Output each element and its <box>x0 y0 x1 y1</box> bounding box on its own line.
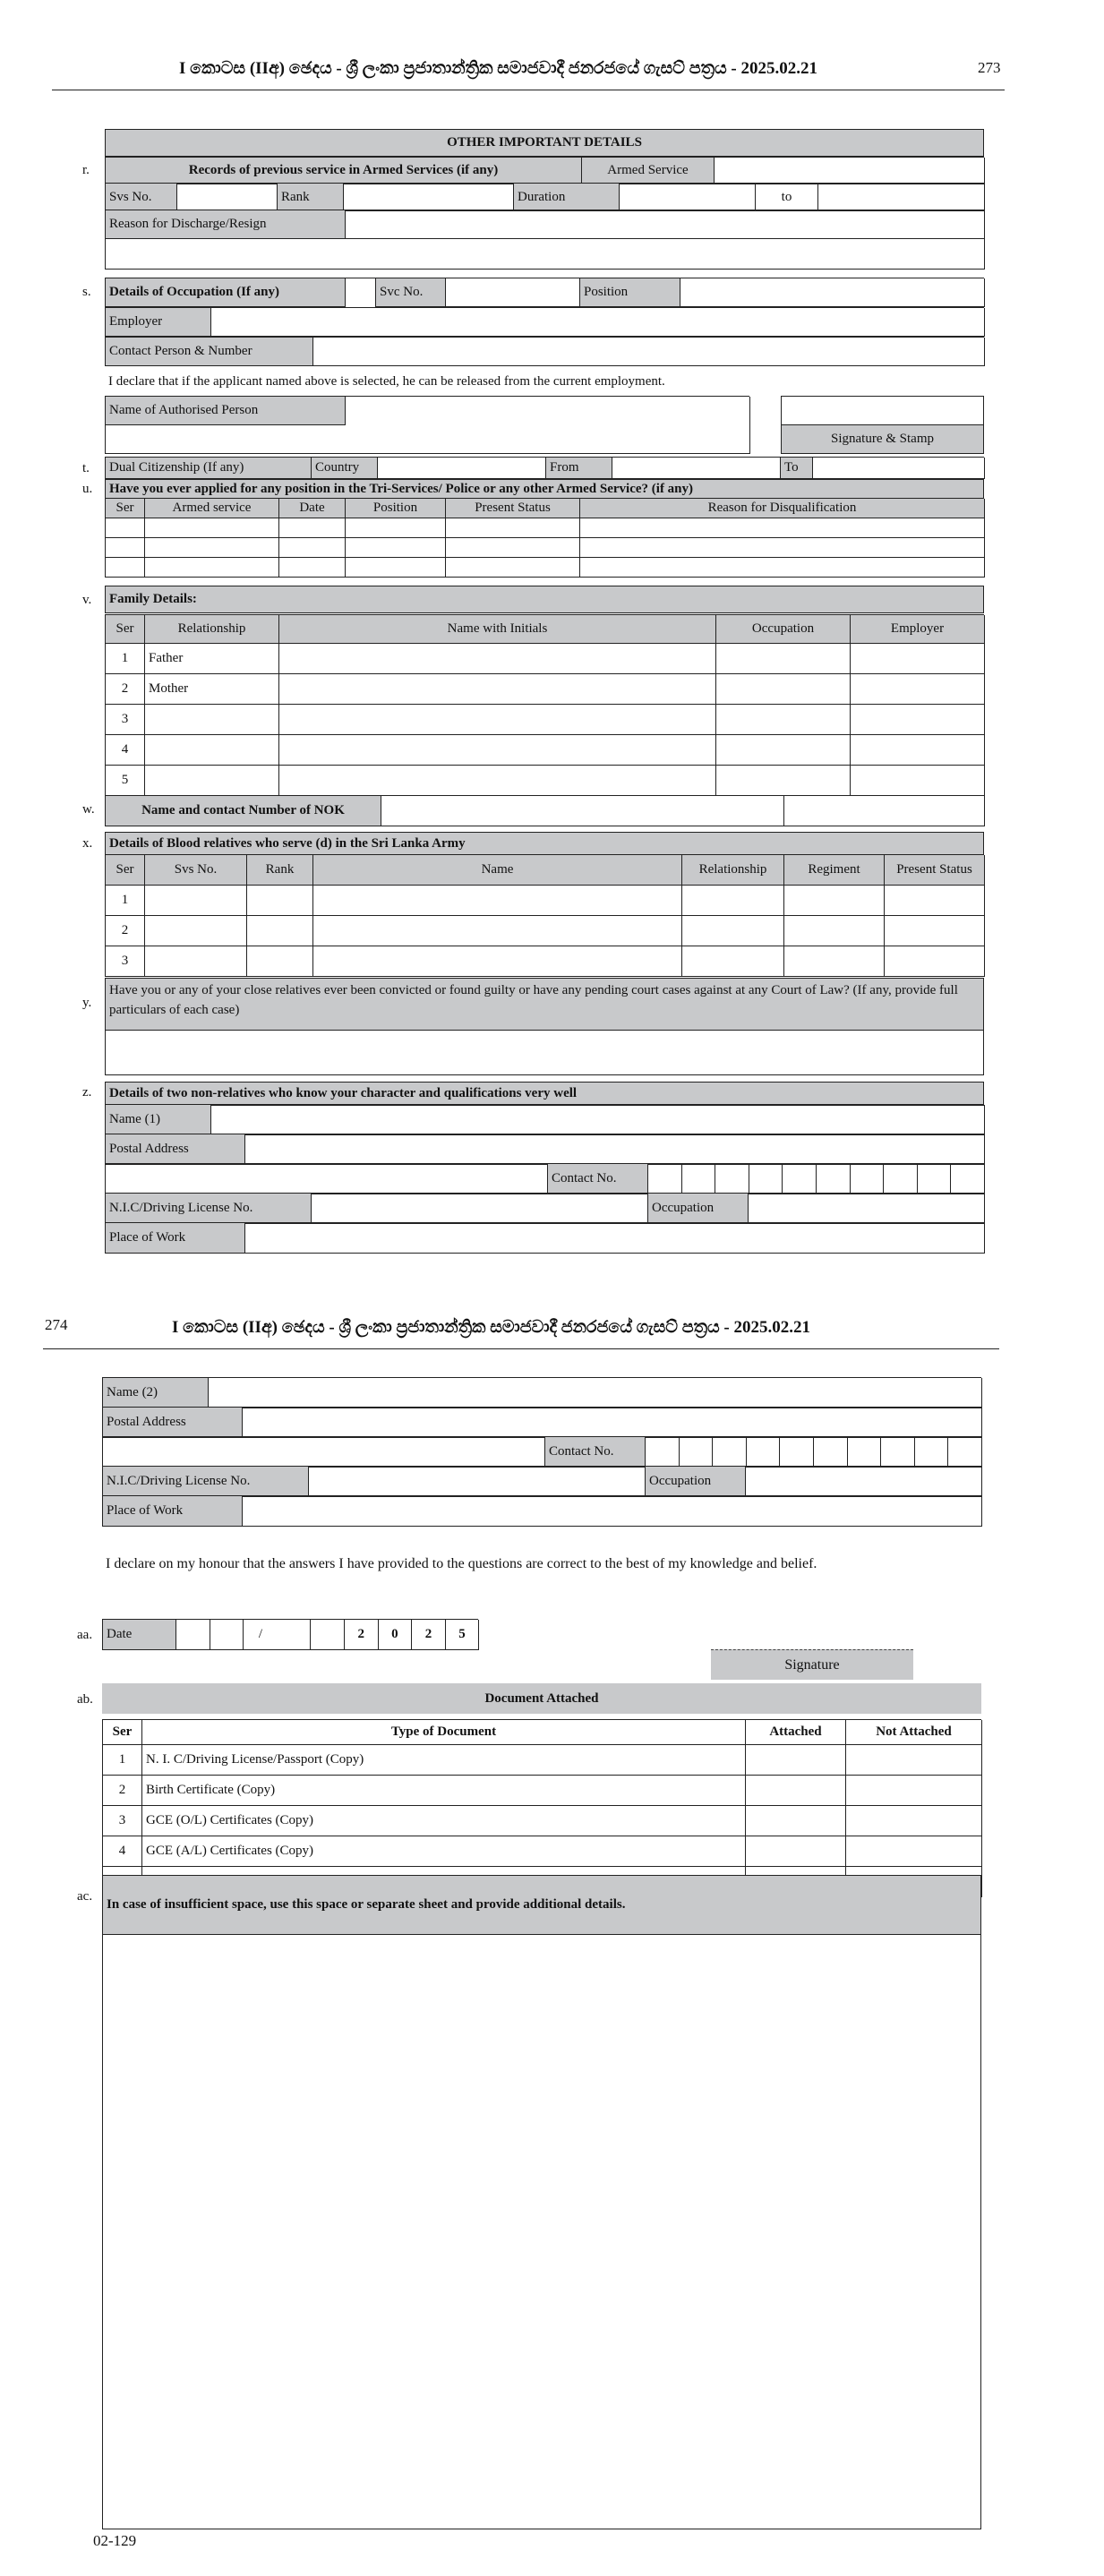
applied-cell[interactable] <box>446 558 580 578</box>
contact-person-label: Contact Person & Number <box>106 338 313 366</box>
referee2-contact-row <box>102 1436 981 1468</box>
from-label: From <box>546 458 612 479</box>
blood-header-relationship: Relationship <box>682 855 784 886</box>
documents-table <box>102 1719 981 1897</box>
signature-field[interactable] <box>711 1649 913 1680</box>
family-header-name: Name with Initials <box>279 615 716 644</box>
blood-cell[interactable] <box>313 916 682 946</box>
section-title-bar <box>105 129 984 157</box>
referee2-workplace-field[interactable] <box>243 1496 982 1527</box>
referee2-workplace-label: Place of Work <box>103 1496 243 1527</box>
family-occupation-field[interactable] <box>716 644 851 674</box>
document-attached-field[interactable] <box>746 1836 846 1867</box>
document-attached-field[interactable] <box>746 1776 846 1806</box>
document-not-attached-field[interactable] <box>846 1836 982 1867</box>
referee2-contact-digit[interactable] <box>948 1437 982 1468</box>
position-label: Position <box>580 278 680 307</box>
blood-relatives-title: Details of Blood relatives who serve (d) in the Sri Lanka Army <box>106 833 984 856</box>
applied-header-date: Date <box>279 499 346 518</box>
applied-header-reason: Reason for Disqualification <box>580 499 985 518</box>
marker-v: v. <box>82 593 92 607</box>
blood-header-name: Name <box>313 855 682 886</box>
authorised-person-box <box>105 396 749 454</box>
family-ser: 3 <box>106 705 145 735</box>
referee2-contact-digit[interactable] <box>680 1437 714 1468</box>
blood-cell[interactable] <box>885 946 985 977</box>
position-field[interactable] <box>680 278 985 307</box>
referee2-postal-field[interactable] <box>243 1408 982 1438</box>
family-name-field[interactable] <box>279 766 716 796</box>
authorised-person-field[interactable] <box>346 397 750 425</box>
blood-ser: 2 <box>106 916 145 946</box>
referee2-occupation-field[interactable] <box>746 1467 982 1497</box>
family-relationship[interactable] <box>145 705 279 735</box>
family-ser: 4 <box>106 735 145 766</box>
svs-no-field[interactable] <box>177 184 278 211</box>
referee2-contact-digit[interactable] <box>814 1437 848 1468</box>
svs-row <box>105 183 984 211</box>
document-ser: 2 <box>103 1776 142 1806</box>
marker-t: t. <box>82 461 90 475</box>
referee1-title-row <box>105 1082 984 1106</box>
family-relationship: Mother <box>145 674 279 705</box>
applied-header-ser: Ser <box>106 499 145 518</box>
applied-title: Have you ever applied for any position in the Tri-Services/ Police or any other Armed Service? (if any) <box>106 480 984 500</box>
referee1-workplace-label: Place of Work <box>106 1223 245 1254</box>
armed-service-field[interactable] <box>715 158 985 184</box>
date-row <box>102 1619 478 1650</box>
nok-label: Name and contact Number of NOK <box>106 796 381 826</box>
referee1-contact-row <box>105 1163 984 1194</box>
family-name-field[interactable] <box>279 705 716 735</box>
convictions-box <box>105 978 984 1075</box>
applied-cell[interactable] <box>279 518 346 538</box>
referee2-contact-digit[interactable] <box>747 1437 781 1468</box>
date-year-digit: 2 <box>345 1620 379 1650</box>
document-attached-field[interactable] <box>746 1745 846 1776</box>
referee2-postal-label: Postal Address <box>103 1408 243 1438</box>
referee1-postal-field[interactable] <box>245 1134 985 1165</box>
referee2-nic-field[interactable] <box>309 1467 646 1497</box>
family-employer-field[interactable] <box>851 705 985 735</box>
family-occupation-field[interactable] <box>716 674 851 705</box>
blood-ser: 1 <box>106 886 145 916</box>
referee2-name-row <box>102 1377 981 1408</box>
applied-cell[interactable] <box>346 558 446 578</box>
blood-header-present-status: Present Status <box>885 855 985 886</box>
marker-r: r. <box>82 163 90 177</box>
date-day-digit[interactable] <box>176 1620 210 1650</box>
honour-declaration: I declare on my honour that the answers I have provided to the questions are correct to the best of my knowledge and belief. <box>106 1556 817 1571</box>
occupation-title: Details of Occupation (If any) <box>106 278 346 307</box>
document-type: GCE (O/L) Certificates (Copy) <box>142 1806 746 1836</box>
blood-relatives-table <box>105 854 984 977</box>
page-number: 274 <box>45 1316 68 1333</box>
family-employer-field[interactable] <box>851 766 985 796</box>
marker-ab: ab. <box>77 1692 93 1707</box>
referee1-workplace-row <box>105 1222 984 1254</box>
date-year-digit: 5 <box>446 1620 480 1650</box>
rank-label: Rank <box>278 184 344 211</box>
applied-cell[interactable] <box>145 538 279 558</box>
blood-header-regiment: Regiment <box>784 855 885 886</box>
referee1-contact-digit[interactable] <box>918 1164 952 1194</box>
rank-field[interactable] <box>344 184 514 211</box>
blood-cell[interactable] <box>784 916 885 946</box>
contact-person-row <box>105 337 984 366</box>
family-ser: 1 <box>106 644 145 674</box>
referee1-contact-digit[interactable] <box>884 1164 918 1194</box>
applied-cell[interactable] <box>279 558 346 578</box>
family-employer-field[interactable] <box>851 644 985 674</box>
authorised-person-field-continued[interactable] <box>106 425 750 454</box>
marker-z: z. <box>82 1085 92 1100</box>
family-header-employer: Employer <box>851 615 985 644</box>
employer-row <box>105 307 984 337</box>
family-title-row <box>105 586 984 613</box>
applied-cell[interactable] <box>346 518 446 538</box>
referee2-contact-label: Contact No. <box>545 1437 646 1468</box>
applied-header-armed-service: Armed service <box>145 499 279 518</box>
blood-header-rank: Rank <box>247 855 313 886</box>
marker-ac: ac. <box>77 1889 93 1904</box>
referee1-contact-digit[interactable] <box>682 1164 716 1194</box>
document-not-attached-field[interactable] <box>846 1806 982 1836</box>
document-attached-field[interactable] <box>746 1806 846 1836</box>
contact-person-field[interactable] <box>313 338 985 366</box>
family-occupation-field[interactable] <box>716 705 851 735</box>
documents-header-ser: Ser <box>103 1720 142 1745</box>
date-year-digit: 0 <box>379 1620 413 1650</box>
dual-citizenship-label: Dual Citizenship (If any) <box>106 458 312 479</box>
marker-y: y. <box>82 996 92 1010</box>
family-ser: 5 <box>106 766 145 796</box>
applied-cell[interactable] <box>106 558 145 578</box>
family-title: Family Details: <box>106 586 984 613</box>
referee1-occupation-field[interactable] <box>749 1194 985 1224</box>
signature-label: Signature <box>784 1656 840 1673</box>
referee1-nic-row <box>105 1193 984 1224</box>
blood-header-ser: Ser <box>106 855 145 886</box>
family-header-relationship: Relationship <box>145 615 279 644</box>
blood-relatives-title-row <box>105 832 984 856</box>
country-field[interactable] <box>378 458 546 479</box>
additional-details-field[interactable] <box>103 1935 981 2529</box>
document-not-attached-field[interactable] <box>846 1776 982 1806</box>
family-table <box>105 614 984 796</box>
referee1-name-label: Name (1) <box>106 1105 211 1135</box>
date-label: Date <box>103 1620 176 1650</box>
document-type: N. I. C/Driving License/Passport (Copy) <box>142 1745 746 1776</box>
referee1-nic-field[interactable] <box>312 1194 648 1224</box>
referee1-contact-digit[interactable] <box>783 1164 817 1194</box>
referee1-contact-digit[interactable] <box>648 1164 682 1194</box>
referee2-contact-digit[interactable] <box>881 1437 915 1468</box>
document-not-attached-field[interactable] <box>846 1745 982 1776</box>
family-ser: 2 <box>106 674 145 705</box>
family-relationship[interactable] <box>145 735 279 766</box>
referee2-contact-digit[interactable] <box>713 1437 747 1468</box>
nok-contact-field[interactable] <box>784 796 985 826</box>
blood-cell[interactable] <box>682 886 784 916</box>
blood-cell[interactable] <box>313 886 682 916</box>
documents-header-attached: Attached <box>746 1720 846 1745</box>
authorised-person-label: Name of Authorised Person <box>106 397 346 425</box>
referee2-occupation-label: Occupation <box>646 1467 746 1497</box>
applied-cell[interactable] <box>580 558 985 578</box>
referee2-workplace-row <box>102 1495 981 1527</box>
documents-header-not-attached: Not Attached <box>846 1720 982 1745</box>
applied-header-position: Position <box>346 499 446 518</box>
dual-citizenship-row <box>105 457 984 479</box>
applied-cell[interactable] <box>346 538 446 558</box>
referee1-postal-label: Postal Address <box>106 1134 245 1165</box>
release-declaration: I declare that if the applicant named above is selected, he can be released from the current employment. <box>108 374 665 389</box>
blood-cell[interactable] <box>885 886 985 916</box>
marker-s: s. <box>82 285 91 299</box>
family-header-occupation: Occupation <box>716 615 851 644</box>
date-day-digit[interactable] <box>210 1620 244 1650</box>
referee1-contact-digit[interactable] <box>817 1164 851 1194</box>
applied-cell[interactable] <box>446 518 580 538</box>
additional-details-title: In case of insufficient space, use this space or separate sheet and provide additional details. <box>103 1876 981 1935</box>
blood-cell[interactable] <box>784 946 885 977</box>
family-employer-field[interactable] <box>851 674 985 705</box>
referee2-nic-row <box>102 1466 981 1497</box>
country-label: Country <box>312 458 378 479</box>
applied-table <box>105 498 984 578</box>
employer-label: Employer <box>106 308 211 337</box>
family-name-field[interactable] <box>279 644 716 674</box>
signature-stamp-label: Signature & Stamp <box>782 425 984 454</box>
blood-cell[interactable] <box>247 916 313 946</box>
armed-service-label: Armed Service <box>582 158 715 184</box>
duration-to-label: to <box>756 184 818 211</box>
to-field[interactable] <box>813 458 985 479</box>
referee2-postal-row <box>102 1407 981 1438</box>
signature-stamp-field[interactable] <box>782 397 984 425</box>
applied-header-present-status: Present Status <box>446 499 580 518</box>
date-year-digit: 2 <box>412 1620 446 1650</box>
to-label: To <box>781 458 813 479</box>
referee1-contact-label: Contact No. <box>548 1164 648 1194</box>
reason-row <box>105 210 984 270</box>
duration-to-field[interactable] <box>818 184 985 211</box>
document-ser: 1 <box>103 1745 142 1776</box>
svc-no-field[interactable] <box>446 278 580 307</box>
svs-no-label: Svs No. <box>106 184 177 211</box>
date-separator: / <box>244 1620 278 1650</box>
marker-aa: aa. <box>77 1628 93 1642</box>
applied-cell[interactable] <box>580 538 985 558</box>
marker-w: w. <box>82 802 95 817</box>
referee2-name-label: Name (2) <box>103 1378 209 1408</box>
page-number: 273 <box>978 59 1001 76</box>
referee2-nic-label: N.I.C/Driving License No. <box>103 1467 309 1497</box>
referee1-contact-digit[interactable] <box>749 1164 783 1194</box>
referee1-contact-digit[interactable] <box>951 1164 985 1194</box>
blood-ser: 3 <box>106 946 145 977</box>
family-name-field[interactable] <box>279 674 716 705</box>
referee1-contact-digit[interactable] <box>851 1164 885 1194</box>
referee2-contact-digit[interactable] <box>780 1437 814 1468</box>
document-ser: 4 <box>103 1836 142 1867</box>
previous-service-title: Records of previous service in Armed Services (if any) <box>106 158 582 184</box>
nok-name-field[interactable] <box>381 796 784 826</box>
referee1-workplace-field[interactable] <box>245 1223 985 1254</box>
page-header: I කොටස (IIඅ) ඡෙදය - ශ්‍රී ලංකා ප්‍රජාතාන්ත්‍රික සමාජවාදී ජනරජයේ ගැසට් පත්‍රය - 2025.02.21 <box>179 59 817 78</box>
referee2-contact-digit[interactable] <box>646 1437 680 1468</box>
referee1-postal-field-continued[interactable] <box>106 1164 548 1194</box>
blood-cell[interactable] <box>247 886 313 916</box>
duration-from-field[interactable] <box>620 184 756 211</box>
signature-stamp-box <box>781 396 984 454</box>
previous-service-table <box>105 157 984 184</box>
marker-x: x. <box>82 836 93 851</box>
applied-cell[interactable] <box>580 518 985 538</box>
applied-cell[interactable] <box>145 558 279 578</box>
additional-details-box <box>102 1875 981 2529</box>
blood-cell[interactable] <box>682 916 784 946</box>
referee1-postal-row <box>105 1134 984 1165</box>
nok-row <box>105 795 984 826</box>
family-header-ser: Ser <box>106 615 145 644</box>
referee1-contact-digit[interactable] <box>715 1164 749 1194</box>
blood-cell[interactable] <box>313 946 682 977</box>
referee1-occupation-label: Occupation <box>648 1194 749 1224</box>
documents-header-type: Type of Document <box>142 1720 746 1745</box>
family-relationship[interactable] <box>145 766 279 796</box>
family-occupation-field[interactable] <box>716 766 851 796</box>
blood-cell[interactable] <box>145 886 247 916</box>
applied-title-row <box>105 479 984 500</box>
document-ser: 3 <box>103 1806 142 1836</box>
header-rule <box>43 1348 999 1349</box>
date-month-digit[interactable] <box>311 1620 345 1650</box>
convictions-question: Have you or any of your close relatives ever been convicted or found guilty or have any pending court cases against at any Court of Law? (If any, provide full particulars of each case) <box>106 979 984 1031</box>
blood-cell[interactable] <box>145 946 247 977</box>
blood-cell[interactable] <box>145 916 247 946</box>
applied-cell[interactable] <box>106 518 145 538</box>
from-field[interactable] <box>612 458 781 479</box>
document-type: GCE (A/L) Certificates (Copy) <box>142 1836 746 1867</box>
duration-label: Duration <box>514 184 620 211</box>
occupation-title-row <box>105 278 984 307</box>
svc-no-label: Svc No. <box>376 278 446 307</box>
referee1-nic-label: N.I.C/Driving License No. <box>106 1194 312 1224</box>
date-month-digit[interactable] <box>278 1620 312 1650</box>
reason-field[interactable] <box>346 210 985 239</box>
referee2-postal-field-continued[interactable] <box>103 1437 545 1468</box>
footer-code: 02-129 <box>93 2532 137 2549</box>
blood-cell[interactable] <box>682 946 784 977</box>
documents-title: Document Attached <box>102 1683 981 1714</box>
referee1-name-row <box>105 1104 984 1135</box>
blood-cell[interactable] <box>885 916 985 946</box>
reason-field-continued[interactable] <box>106 239 985 270</box>
occupation-gap <box>346 278 376 307</box>
referee2-contact-digit[interactable] <box>848 1437 882 1468</box>
page-header: I කොටස (IIඅ) ඡෙදය - ශ්‍රී ලංකා ප්‍රජාතාන්ත්‍රික සමාජවාදී ජනරජයේ ගැසට් පත්‍රය - 2025.02.21 <box>172 1318 810 1337</box>
applied-cell[interactable] <box>446 538 580 558</box>
applied-cell[interactable] <box>145 518 279 538</box>
referee1-name-field[interactable] <box>211 1105 985 1135</box>
employer-field[interactable] <box>211 308 985 337</box>
family-employer-field[interactable] <box>851 735 985 766</box>
blood-cell[interactable] <box>784 886 885 916</box>
blood-cell[interactable] <box>247 946 313 977</box>
documents-title-row <box>102 1683 981 1714</box>
family-occupation-field[interactable] <box>716 735 851 766</box>
marker-u: u. <box>82 482 93 496</box>
convictions-field[interactable] <box>106 1031 984 1075</box>
referee2-name-field[interactable] <box>209 1378 982 1408</box>
document-type: Birth Certificate (Copy) <box>142 1776 746 1806</box>
referee1-title: Details of two non-relatives who know your character and qualifications very well <box>106 1083 984 1106</box>
referee2-contact-digit[interactable] <box>915 1437 949 1468</box>
family-relationship: Father <box>145 644 279 674</box>
blood-header-svs-no: Svs No. <box>145 855 247 886</box>
family-name-field[interactable] <box>279 735 716 766</box>
reason-label: Reason for Discharge/Resign <box>106 210 346 239</box>
section-title: OTHER IMPORTANT DETAILS <box>106 130 984 157</box>
applied-cell[interactable] <box>279 538 346 558</box>
applied-cell[interactable] <box>106 538 145 558</box>
